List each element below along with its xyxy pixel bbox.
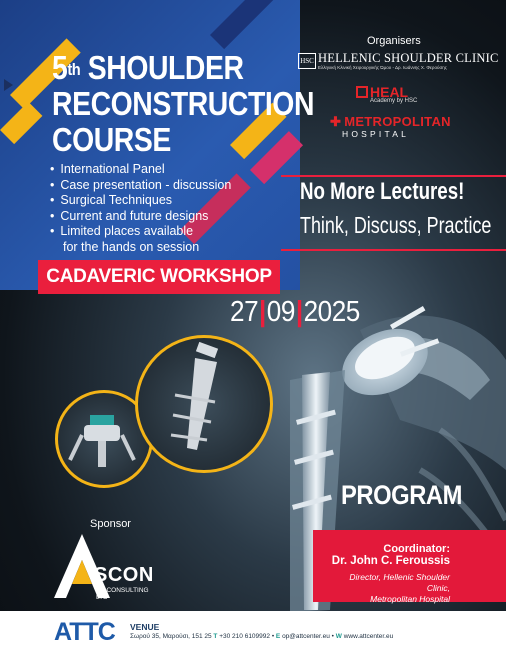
hsc-name: HELLENIC SHOULDER CLINIC [318,51,499,65]
date-day: 27 [230,296,259,328]
heal-subtitle: Academy by HSC [370,98,418,104]
heal-name: HEAL [370,84,409,100]
metropolitan-logo [330,114,451,139]
list-item-continuation: for the hands on session [63,239,200,254]
sponsor-logo [52,532,162,602]
venue-logo: ATTC [54,618,115,646]
sponsor-subtitle: AS CONSULTING LTD [96,587,149,601]
metropolitan-subtitle: HOSPITAL [342,129,410,139]
metropolitan-name: METROPOLITAN [344,114,451,129]
venue-footer [0,611,506,652]
course-features-list [50,162,231,256]
play-triangle-icon [2,78,14,92]
coordinator-role: Director, Hellenic Shoulder Clinic, Metropolitan Hospital [349,572,450,604]
program-heading: PROGRAM [341,480,462,510]
hsc-logo [298,51,499,73]
workshop-banner: CADAVERIC WORKSHOP [38,260,280,294]
list-item: • International Panel [50,162,231,178]
list-item: • Limited places available [50,224,231,240]
decorative-stripe [210,0,274,49]
coordinator-name: Dr. John C. Feroussis [331,555,450,567]
coordinator-label: Coordinator: [383,543,450,555]
list-item: • Current and future designs [50,209,231,225]
tagline-line2: Think, Discuss, Practice [300,212,492,238]
sponsor-label: Sponsor [90,518,131,530]
venue-address: Σωρού 35, Μαρούσι, 151 25 T +30 210 6109992 • E op@attcenter.eu • W www.attcenter.eu [130,633,394,640]
date-month: 09 [266,296,295,328]
glenoid-implant-image [62,405,142,475]
humeral-stem-image [145,340,255,460]
date-year: 2025 [303,296,360,328]
hsc-subtitle: Ελληνική Κλινική Χειρουργικής Ώμου - Δρ. Ιωάννης Χ. Φερούσης [318,65,447,70]
venue-label: VENUE [130,622,160,632]
hsc-initials: HSC [298,53,316,69]
tagline-line1: No More Lectures! [300,178,465,205]
cross-icon: ✚ [330,114,342,129]
organisers-label: Organisers [367,35,421,47]
sponsor-name: SCON [94,564,154,586]
event-date: 27|09|2025 [230,296,360,328]
course-title: 5th SHOULDER RECONSTRUCTION COURSE [52,49,315,158]
heal-logo [356,84,417,104]
list-item: • Case presentation - discussion [50,178,231,194]
heal-mark-icon [356,86,368,98]
list-item: • Surgical Techniques [50,193,231,209]
decorative-stripe [0,102,42,144]
